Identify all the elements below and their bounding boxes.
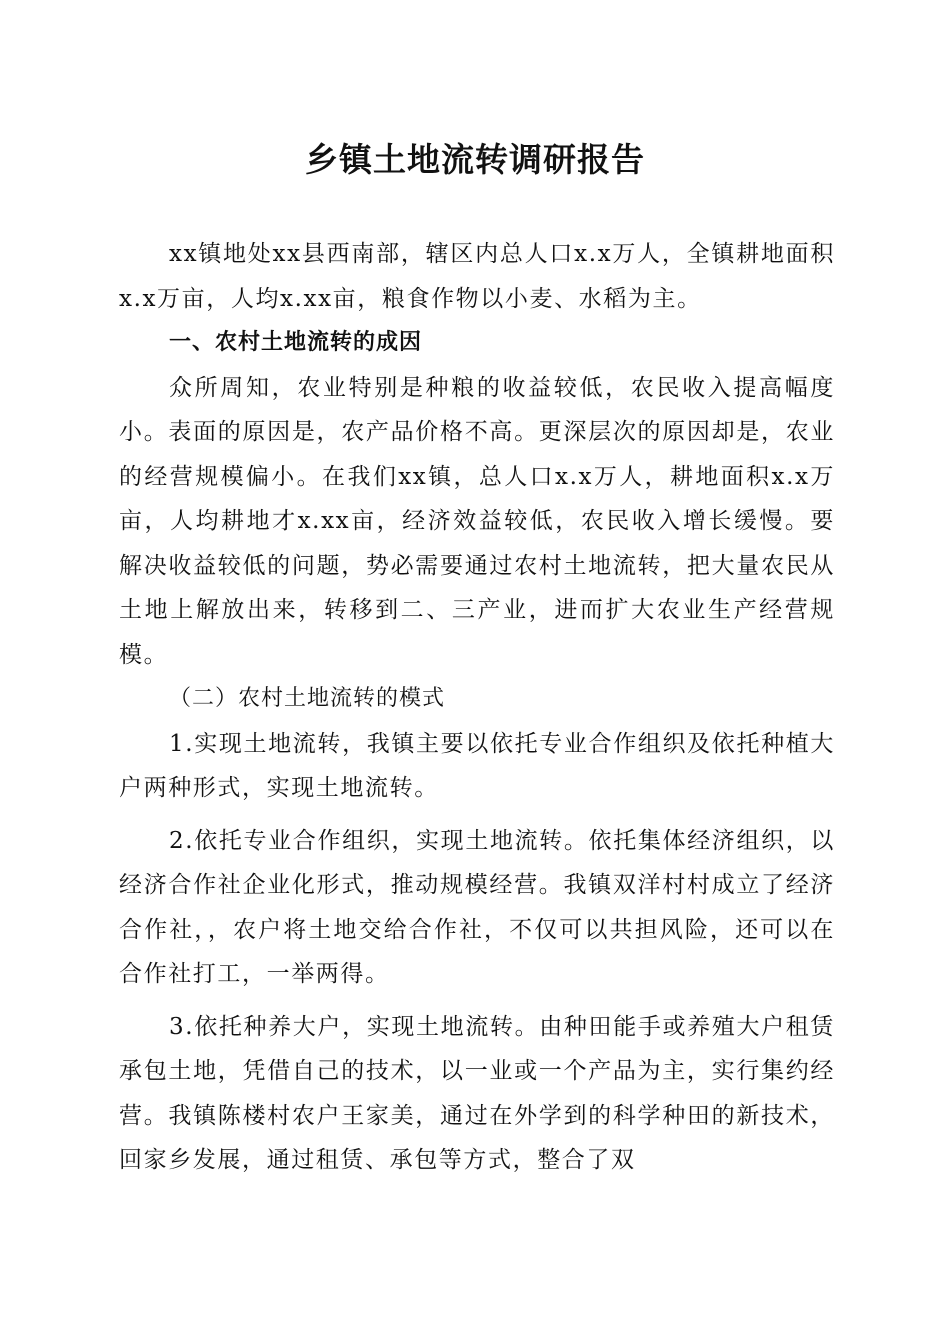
- model-item-2: 2.依托专业合作组织，实现土地流转。依托集体经济组织，以经济合作社企业化形式，推动规模经营。我镇双洋村村成立了经济合作社，，农户将土地交给合作社，不仅可以共担风险，还可以在合作社打工，一举两得。: [119, 827, 835, 987]
- model-item-3: 3.依托种养大户，实现土地流转。由种田能手或养殖大户租赁承包土地，凭借自己的技术，以一业或一个产品为主，实行集约经营。我镇陈楼村农户王家美，通过在外学到的科学种田的新技术，回家乡发展，通过租赁、承包等方式，整合了双: [119, 1013, 835, 1173]
- document-title: 乡镇土地流转调研报告: [305, 140, 645, 179]
- section-heading-causes: 一、农村土地流转的成因: [169, 330, 423, 355]
- document-body: [119, 232, 835, 1183]
- model-item-1: 1.实现土地流转，我镇主要以依托专业合作组织及依托种植大户两种形式，实现土地流转。: [119, 730, 835, 801]
- causes-paragraph: 众所周知，农业特别是种粮的收益较低，农民收入提高幅度小。表面的原因是，农产品价格不高。更深层次的原因却是，农业的经营规模偏小。在我们xx镇，总人口x.x万人，耕地面积x.x万亩，人均耕地才x.xx亩，经济效益较低，农民收入增长缓慢。要解决收益较低的问题，势必需要通过农村土地流转，把大量农民从土地上解放出来，转移到二、三产业，进而扩大农业生产经营规模。: [119, 374, 835, 668]
- intro-paragraph: xx镇地处xx县西南部，辖区内总人口x.x万人，全镇耕地面积x.x万亩，人均x.xx亩，粮食作物以小麦、水稻为主。: [119, 241, 835, 312]
- section-heading-models: （二）农村土地流转的模式: [169, 686, 446, 711]
